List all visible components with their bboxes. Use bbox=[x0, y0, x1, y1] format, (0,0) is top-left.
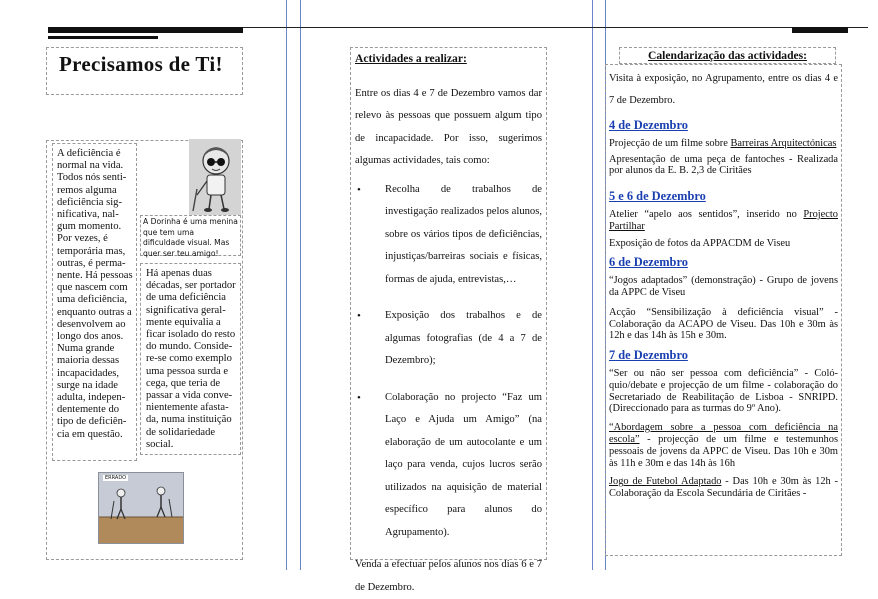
history-text: Há apenas duas décadas, ser portador de uma deficiência significativa geralmente equivalia a ficar isolado do resto do mundo. Considere-se como exemplo uma pessoa surda e cega, que teria de passar a vida convenientemente afastada, numa instituição de solidariedade social. bbox=[146, 268, 236, 450]
girl-cartoon-icon bbox=[189, 139, 241, 215]
event-item: Jogo de Futebol Adaptado - Das 10h e 30m às 12h - Colaboração da Escola Secundária de Ciritães - bbox=[609, 476, 838, 500]
list-item: • Recolha de trabalhos de investigação realizados pelos alunos, sobre os vários tipos de deficiências, injustiças/barreiras sociais e físicas, formas de ajuda, entrevistas,… bbox=[355, 179, 542, 292]
bullet-icon: • bbox=[357, 310, 361, 323]
event-item: “Ser ou não ser pessoa com deficiência” - Colóquio/debate e projecção de um filme - colaboração do Secretariado de Reabilitação de Lisboa - SNRIPD. (Direccionado para as turmas do 9º Ano). bbox=[609, 367, 838, 415]
date-heading-4: 4 de Dezembro bbox=[609, 118, 688, 132]
calendar-heading: Calendarização das actividades: bbox=[647, 49, 808, 62]
bullet-icon: • bbox=[357, 391, 361, 404]
calendar-intro: Visita à exposição, no Agrupamento, entre os dias 4 e 7 de Dezembro. bbox=[609, 73, 838, 106]
column-guide-line bbox=[286, 0, 287, 570]
date-heading-5-6: 5 e 6 de Dezembro bbox=[609, 189, 706, 204]
top-bar-left-thin bbox=[48, 36, 158, 39]
activities-closing: Venda a efectuar pelos alunos nos dias 6 e 7 de Dezembro. bbox=[355, 559, 542, 593]
errado-illustration bbox=[98, 472, 184, 544]
event-item: Acção “Sensibilização à deficiência visual” - Colaboração da ACAPO de Viseu. Das 10h e 30m às 12h e das 14h às 15h e 30m. bbox=[609, 306, 838, 342]
event-item: Apresentação de uma peça de fantoches - Realizada por alunos da E. B. 2,3 de Ciritães bbox=[609, 153, 838, 177]
activities-box bbox=[350, 47, 547, 593]
dorinha-illustration bbox=[189, 139, 241, 215]
page-title: Precisamos de Ti! bbox=[59, 52, 223, 76]
deficiency-text: A deficiência é normal na vida. Todos nós sentiremos alguma deficiência significativa, nalgum momento. Por vezes, é temporária mas, outras, é permanente. Há pessoas que nascem com uma deficiência, enquanto outras a desenvolvem ao longo dos anos. Numa grande maioria dessas incapacidades, surge na idade adulta, independentemente do tipo de deficiência em questão. bbox=[57, 148, 133, 440]
history-text-box bbox=[140, 263, 241, 455]
list-item: • Exposição dos trabalhos e de algumas fotografias (de 4 a 7 de Dezembro); bbox=[355, 305, 542, 373]
event-item: Exposição de fotos da APPACDM de Viseu bbox=[609, 237, 791, 249]
event-item: “Jogos adaptados” (demonstração) - Grupo de jovens da APPC de Viseu bbox=[609, 275, 838, 298]
event-item: Atelier “apelo aos sentidos”, inserido no Projecto Partilhar bbox=[609, 208, 838, 232]
date-heading-6: 6 de Dezembro bbox=[609, 255, 688, 270]
list-item: • Colaboração no projecto “Faz um Laço e Ajuda um Amigo” (na elaboração de um autocolante e um laço para venda, cujos lucros serão utilizados na aquisição de material específico para alunos do Agrupamento). bbox=[355, 387, 542, 545]
errado-label: ERRADO bbox=[105, 475, 127, 481]
intro-text-box bbox=[52, 143, 137, 461]
calendar-box bbox=[605, 64, 842, 556]
top-bar-left bbox=[48, 27, 243, 33]
event-item: “Abordagem sobre a pessoa com deficiência na escola” - projecção de um filme e testemunhos pessoais de jovens da APPC de Viseu. Das 10h e 30m às 11h e 30m e das 14h às 16h bbox=[609, 422, 838, 469]
calendar-heading-box bbox=[619, 47, 836, 64]
top-bar-right bbox=[792, 27, 848, 33]
bullet-icon: • bbox=[357, 183, 361, 196]
column-guide-line bbox=[592, 0, 593, 570]
wheelchair-step-icon bbox=[99, 473, 183, 543]
heading-box bbox=[46, 47, 243, 95]
date-heading-7: 7 de Dezembro bbox=[609, 348, 688, 363]
activities-heading: Actividades a realizar: bbox=[355, 52, 467, 65]
illustration-caption: A Dorinha é uma menina que tem uma dificuldade visual. Mas quer ser teu amigo! bbox=[143, 217, 238, 258]
caption-box bbox=[140, 215, 241, 256]
event-item: Projecção de um filme sobre Barreiras Arquitectónicas bbox=[609, 137, 837, 149]
activities-list bbox=[355, 179, 542, 545]
activities-intro: Entre os dias 4 e 7 de Dezembro vamos dar relevo às pessoas que possuem algum tipo de incapacidade. Por isso, sugerimos algumas actividades, tais como: bbox=[355, 87, 542, 167]
column-guide-line bbox=[300, 0, 301, 570]
